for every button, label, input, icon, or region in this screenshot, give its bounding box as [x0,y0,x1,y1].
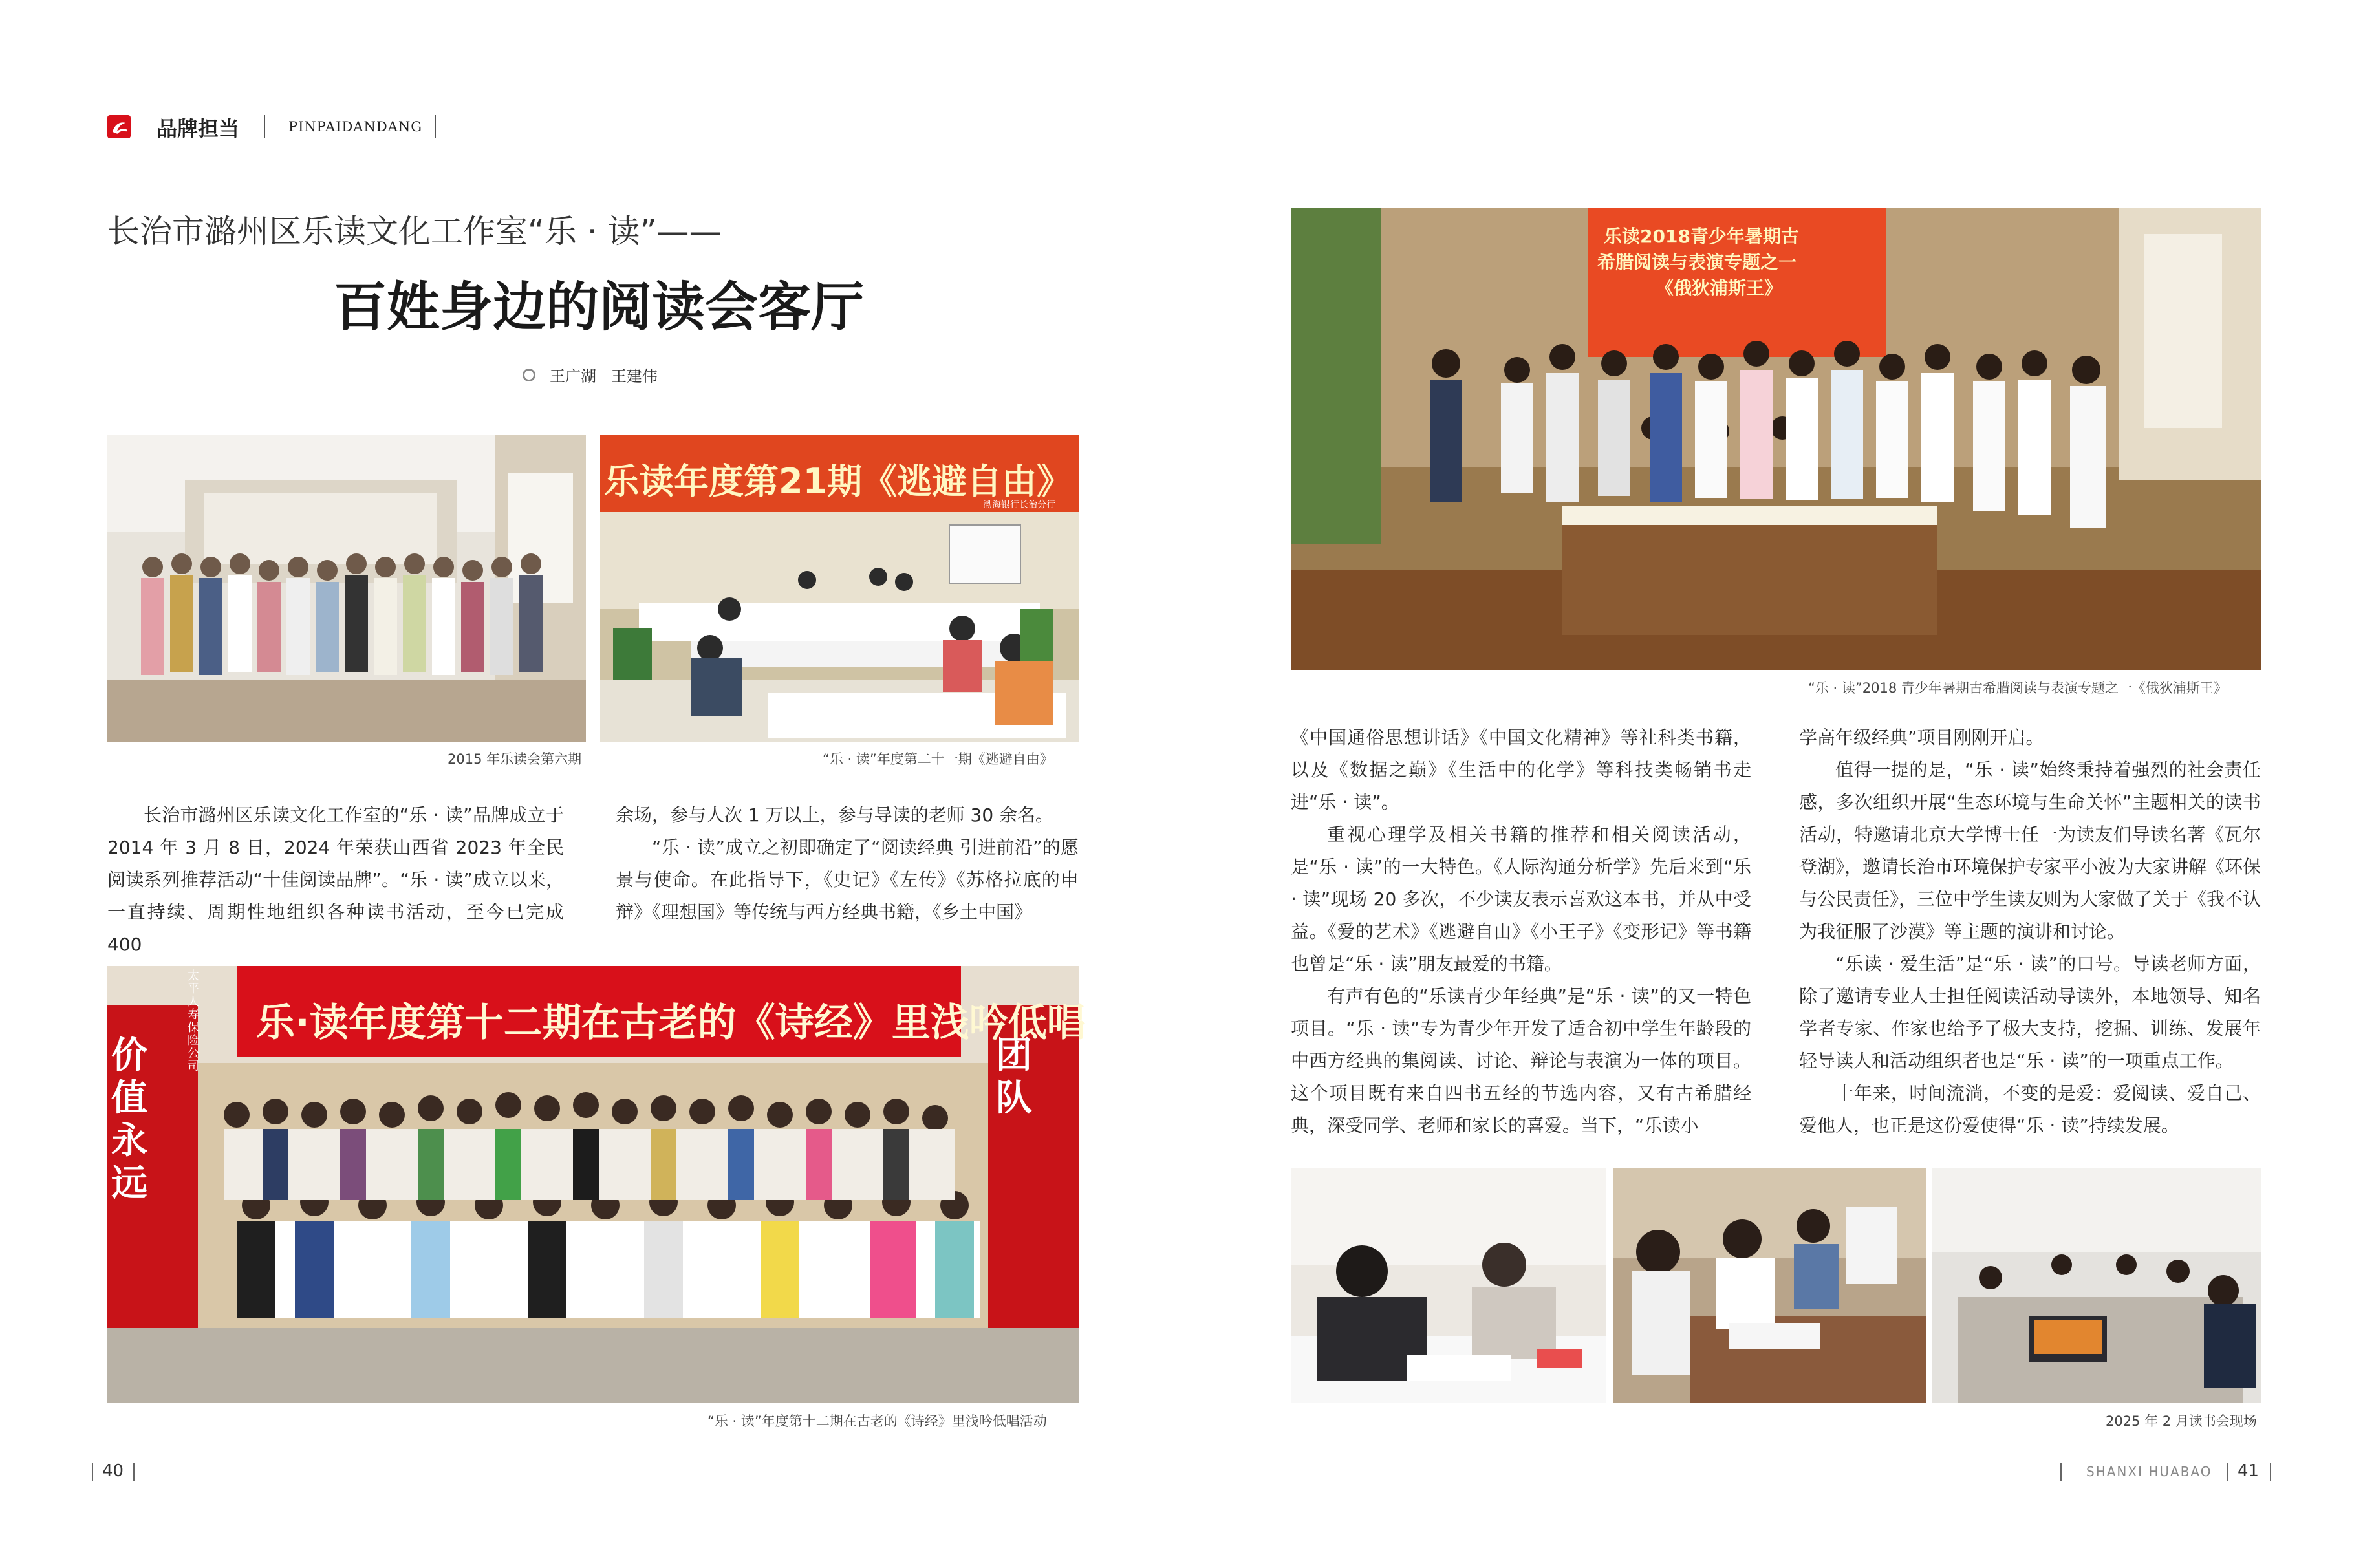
photo-banner-text: 乐·读年度第十二期在古老的《诗经》里浅吟低唱 [256,1000,1086,1046]
magazine-name: SHANXI HUABAO [2086,1464,2212,1479]
page-number-right: 41 [2238,1461,2260,1481]
photo-screen-text: 乐读2018青少年暑期古 [1604,226,1799,247]
text-column-2 [616,799,1079,929]
paragraph: 长治市潞州区乐读文化工作室的“乐 · 读”品牌成立于 2014 年 3 月 8 日，2024 年荣获山西省 2023 年全民阅读系列推荐活动“十佳阅读品牌”。“乐 · 读”成立以来，一直持续、周期性地组织各种读书活动，至今已完成 400 [107,804,564,955]
section-pinyin: PINPAIDANDANG [288,119,422,134]
paragraph: 学高年级经典”项目刚刚开启。 [1799,727,2044,748]
photo-banner-sub: 渤海银行长治分行 [983,500,1055,510]
photo-reading-club-3 [1932,1168,2261,1403]
header-divider-end [435,115,436,138]
photo-group-meeting [107,435,586,742]
header-divider [264,115,265,138]
photo-caption: “乐 · 读”2018 青少年暑期古希腊阅读与表演专题之一《俄狄浦斯王》 [1808,680,2227,696]
text-column-3 [1291,722,1751,1142]
photo-caption: 2025 年 2 月读书会现场 [2106,1413,2257,1429]
footer-divider [2270,1463,2271,1481]
paragraph: 有声有色的“乐读青少年经典”是“乐 · 读”的又一特色项目。“乐 · 读”专为青少年开发了适合初中学生年龄段的中西方经典的集阅读、讨论、辩论与表演为一体的项目。这个项目既有来自四书五经的节选内容，又有古希腊经典，深受同学、老师和家长的喜爱。当下，“乐读小 [1291,985,1751,1136]
footer-divider [2060,1463,2062,1481]
photo-caption: 2015 年乐读会第六期 [448,751,582,767]
section-title: 品牌担当 [156,116,240,141]
author-bullet-icon [523,369,535,381]
article-subtitle: 长治市潞州区乐读文化工作室“乐 · 读”—— [107,213,722,250]
photo-caption: “乐 · 读”年度第二十一期《逃避自由》 [823,751,1053,767]
photo-side-sponsor: 太平人寿保险公司 [188,969,199,1073]
footer-divider [133,1463,135,1481]
paragraph: 《中国通俗思想讲话》《中国文化精神》等社科类书籍，以及《数据之巅》《生活中的化学》等科技类畅销书走进“乐 · 读”。 [1291,727,1751,813]
photo-side-banner-right: 团队 [996,1035,1032,1119]
paragraph: “乐读 · 爱生活”是“乐 · 读”的口号。导读老师方面，除了邀请专业人士担任阅读活动导读外，本地领导、知名学者专家、作家也给予了极大支持，挖掘、训练、发展年轻导读人和活动组织者也是“乐 · 读”的一项重点工作。 [1799,953,2261,1071]
paragraph: 十年来，时间流淌，不变的是爱：爱阅读、爱自己、爱他人，也正是这份爱使得“乐 · 读”持续发展。 [1799,1082,2261,1136]
photo-banner-text: 乐读年度第21期《逃避自由》 [604,461,1072,502]
photo-caption: “乐 · 读”年度第十二期在古老的《诗经》里浅吟低唱活动 [707,1413,1047,1429]
footer-divider [92,1463,93,1481]
section-logo-icon [107,115,131,138]
photo-reading-club-2 [1613,1168,1926,1403]
photo-side-banner-left: 价值永远 [111,1035,147,1205]
paragraph: 余场，参与人次 1 万以上，参与导读的老师 30 余名。 [616,804,1054,826]
footer-divider [2227,1463,2228,1481]
text-column-4 [1799,722,2261,1142]
paragraph: 值得一提的是，“乐 · 读”始终秉持着强烈的社会责任感，多次组织开展“生态环境与生命关怀”主题相关的读书活动，特邀请北京大学博士任一为读友们导读名著《瓦尔登湖》，邀请长治市环境保护专家平小波为大家讲解《环保与公民责任》，三位中学生读友则为大家做了关于《我不认为我征服了沙漠》等主题的演讲和讨论。 [1799,759,2261,942]
photo-screen-text: 希腊阅读与表演专题之一 [1597,252,1797,273]
photo-reading-club-1 [1291,1168,1606,1403]
article-title: 百姓身边的阅读会客厅 [334,277,865,338]
paragraph: 重视心理学及相关书籍的推荐和相关阅读活动，是“乐 · 读”的一大特色。《人际沟通分析学》先后来到“乐 · 读”现场 20 多次，不少读友表示喜欢这本书，并从中受益。《爱的艺术》《逃避自由》《小王子》《变形记》等书籍也曾是“乐 · 读”朋友最爱的书籍。 [1291,824,1751,974]
text-column-1 [107,799,564,961]
photo-screen-text: 《俄狄浦斯王》 [1656,277,1783,299]
article-authors: 王广湖 王建伟 [550,367,658,385]
paragraph: “乐 · 读”成立之初即确定了“阅读经典 引进前沿”的愿景与使命。在此指导下，《史记》《左传》《苏格拉底的申辩》《理想国》等传统与西方经典书籍，《乡土中国》 [616,837,1079,923]
page-number-left: 40 [102,1461,124,1481]
